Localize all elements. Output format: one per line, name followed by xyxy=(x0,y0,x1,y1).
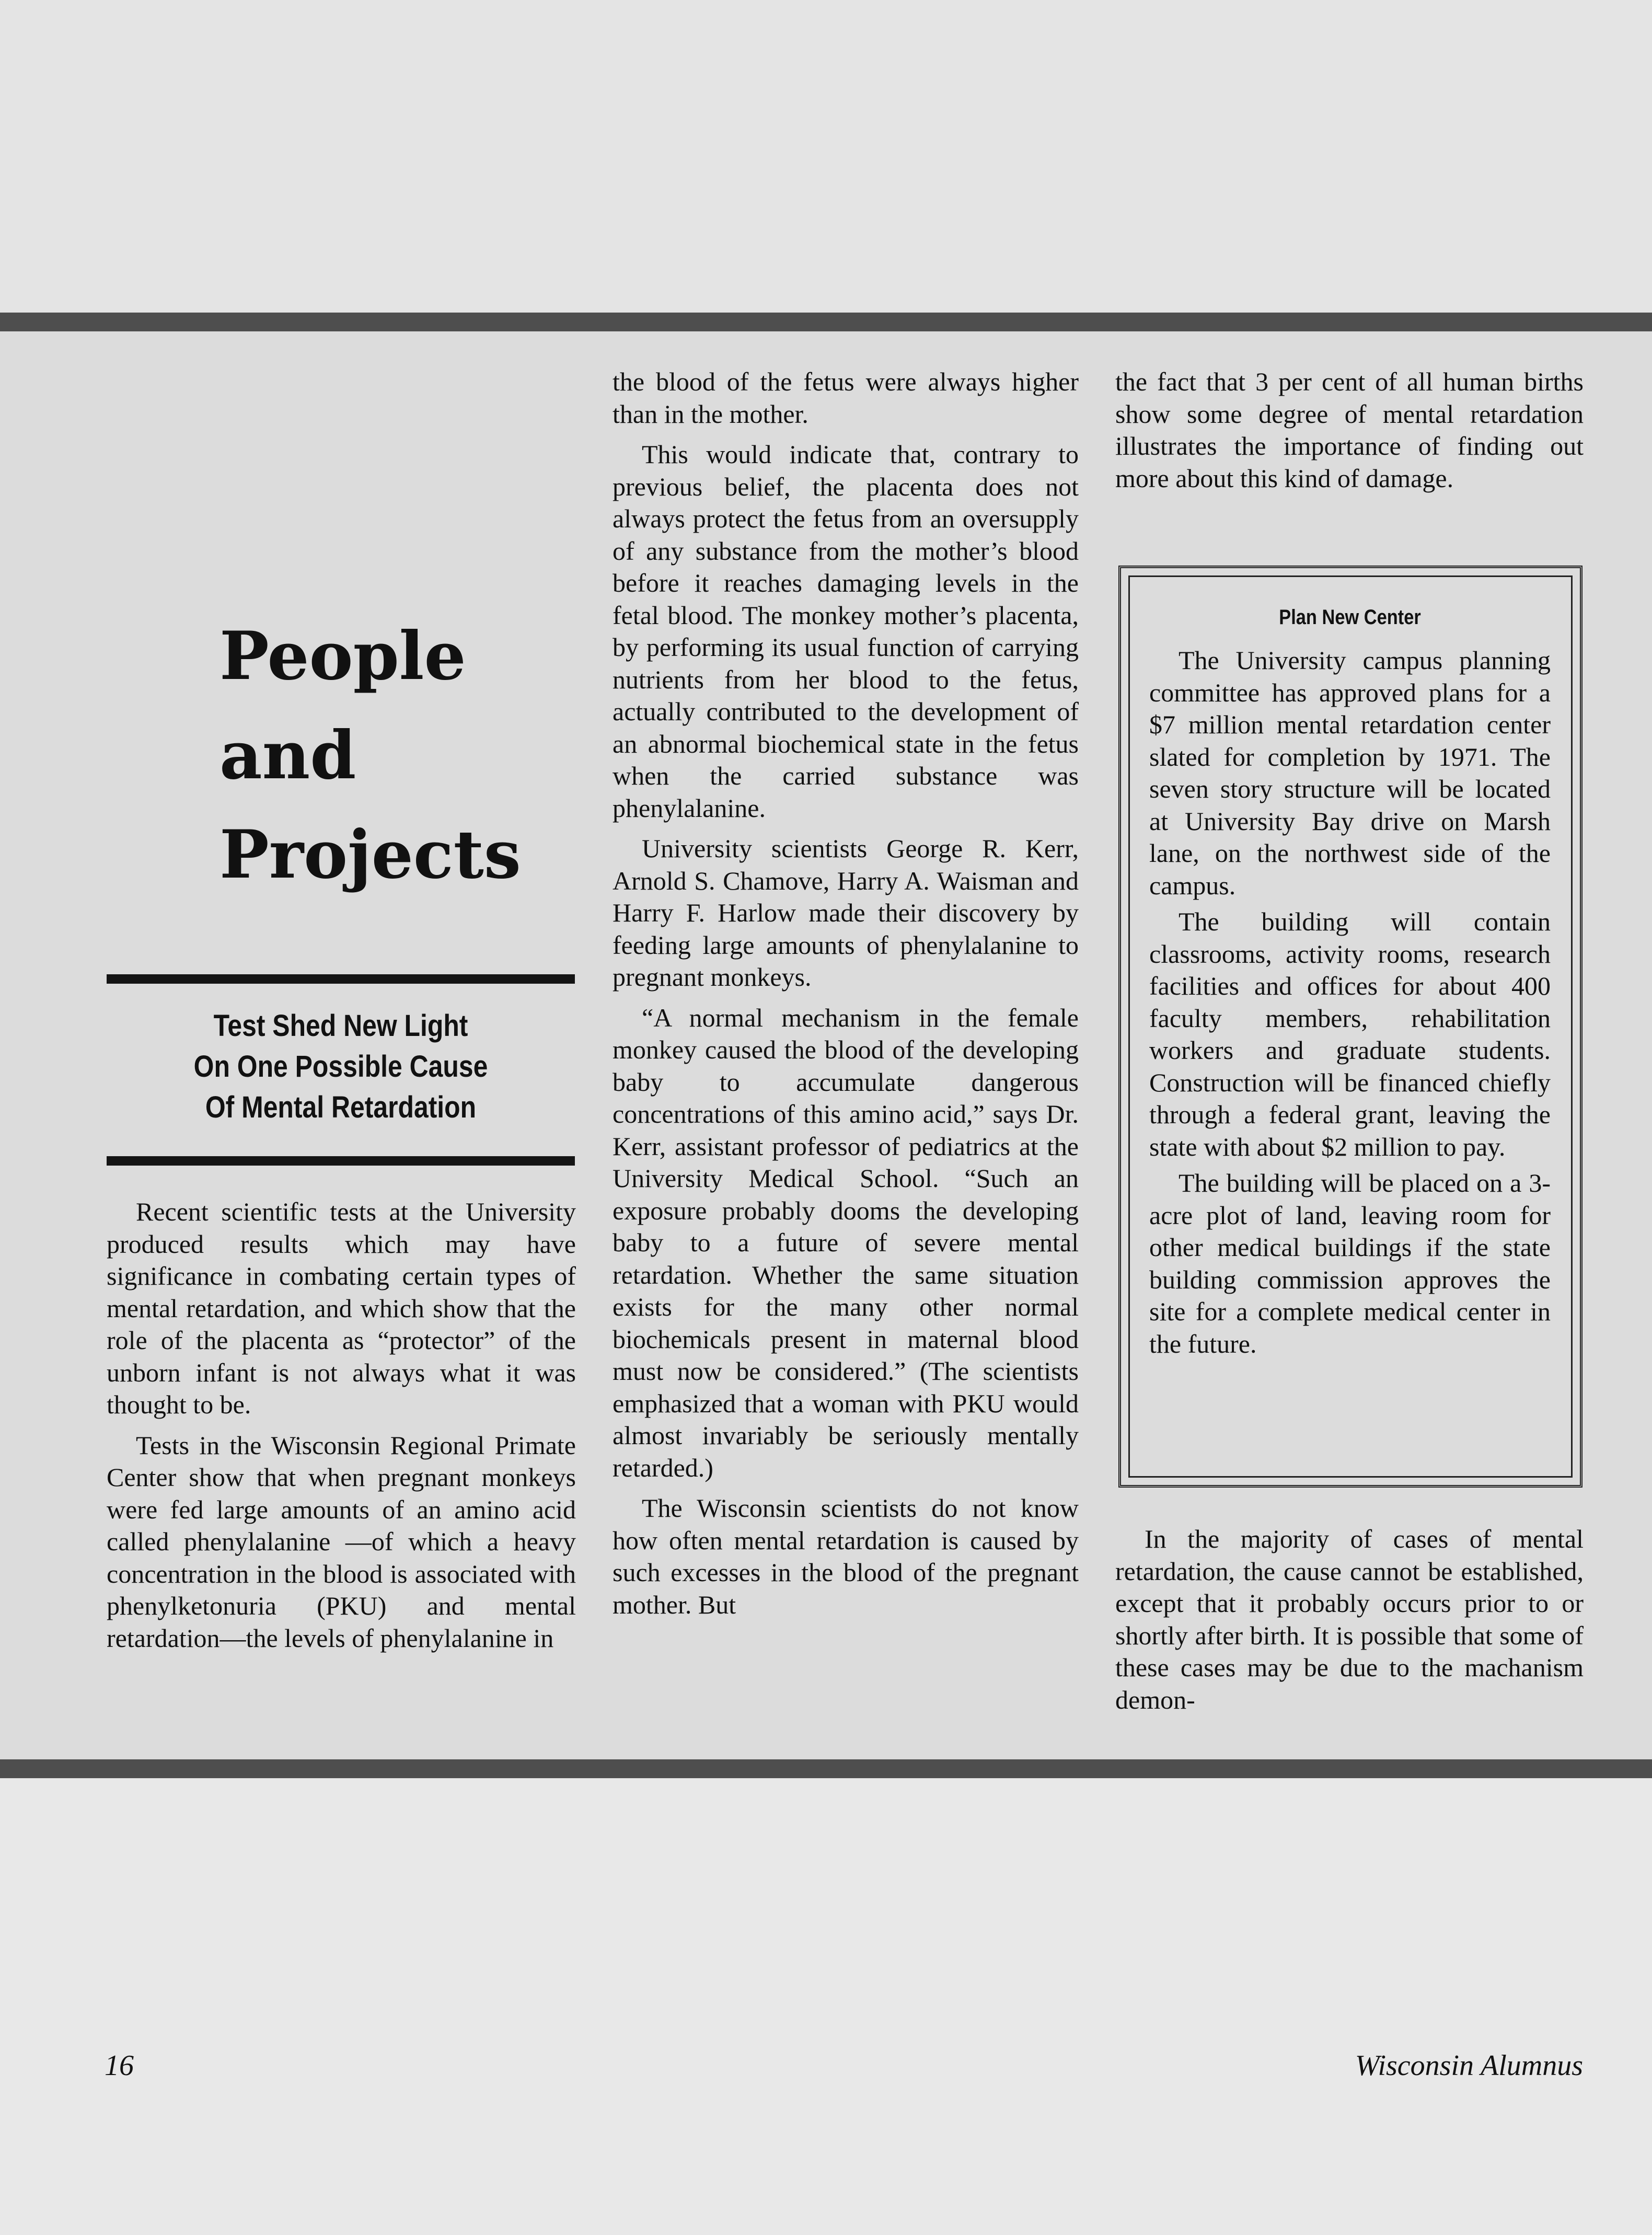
paragraph: Recent scientific tests at the University produced results which may have significance in combating certain types of mental retardation, and which show that the role of the placenta as “protector” of the unborn infant is not always what it was thought to be. xyxy=(107,1197,576,1419)
column-3-top xyxy=(1115,366,1584,494)
article-headline xyxy=(140,1006,542,1128)
paragraph: In the majority of cases of mental retardation, the cause cannot be established, except that it probably occurs prior to or shortly after birth. It is possible that some of these cases may be due to the machanism demon- xyxy=(1115,1524,1584,1714)
section-title xyxy=(220,606,521,904)
sidebar-paragraph: The University campus planning committee has approved plans for a $7 million mental retardation center slated for completion by 1971. The seven story structure will be located at University Bay drive on Marsh lane, on the northwest side of the campus. xyxy=(1149,646,1551,900)
headline-line: On One Possible Cause xyxy=(193,1050,488,1084)
bottom-rule xyxy=(0,1759,1652,1778)
headline-line: Of Mental Retardation xyxy=(205,1090,477,1124)
sidebar-paragraph: The building will be placed on a 3-acre plot of land, leaving room for other medical buildings if the state building commission approves the site for a complete medical center in the future. xyxy=(1149,1168,1551,1358)
paragraph: This would indicate that, contrary to previous belief, the placenta does not always protect the fetus from an oversupply of any substance from the mother’s blood before it reaches damaging levels in the fetal blood. The monkey mother’s placenta, by performing its usual function of carrying nutrients from her blood to the fetus, actually contributed to the development of an abnormal biochemical state in the fetus when the carried substance was phenylalanine. xyxy=(613,440,1079,823)
sidebar-content xyxy=(1149,602,1551,1360)
magazine-name: Wisconsin Alumnus xyxy=(1355,2049,1583,2082)
headline-rule-bottom xyxy=(107,1156,575,1166)
column-2 xyxy=(613,366,1079,1621)
section-title-line: and xyxy=(220,717,356,794)
headline-rule-top xyxy=(107,974,575,984)
top-rule xyxy=(0,313,1652,331)
section-title-line: People xyxy=(220,617,466,695)
paragraph: Tests in the Wisconsin Regional Primate Center show that when pregnant monkeys were fed large amounts of an amino acid called phenylalanine —of which a heavy concentration in the blood is associated with phenylketonuria (PKU) and mental retardation—the levels of phenylalanine in xyxy=(107,1430,576,1653)
sidebar-paragraph: The building will contain classrooms, activity rooms, research facilities and offices for about 400 faculty members, rehabilitation workers and graduate students. Construction will be financed chiefly through a federal grant, leaving the state with about $2 million to pay. xyxy=(1149,907,1551,1161)
paragraph: “A normal mechanism in the female monkey caused the blood of the developing baby to accumulate dangerous concentrations of this amino acid,” says Dr. Kerr, assistant professor of pediatrics at the University Medical School. “Such an exposure probably dooms the developing baby to a future of severe mental retardation. Whether the same situation exists for the many other normal biochemicals present in maternal blood must now be considered.” (The scientists emphasized that a woman with PKU would almost invariably be seriously mentally retarded.) xyxy=(613,1003,1079,1482)
paragraph: the blood of the fetus were always higher than in the mother. xyxy=(613,367,1079,429)
paragraph: University scientists George R. Kerr, Arnold S. Chamove, Harry A. Waisman and Harry F. Harlow made their discovery by feeding large amounts of phenylalanine to pregnant monkeys. xyxy=(613,834,1079,992)
sidebar-title: Plan New Center xyxy=(1279,606,1421,629)
column-1 xyxy=(107,1196,576,1654)
page-number: 16 xyxy=(105,2049,134,2082)
bottom-margin xyxy=(0,1778,1652,2235)
paragraph: The Wisconsin scientists do not know how often mental retardation is caused by such excesses in the blood of the pregnant mother. But xyxy=(613,1493,1079,1619)
sidebar-box xyxy=(1118,566,1582,1488)
headline-line: Test Shed New Light xyxy=(213,1009,468,1043)
paragraph: the fact that 3 per cent of all human births show some degree of mental retardation illustrates the importance of finding out more about this kind of damage. xyxy=(1115,367,1584,493)
top-margin xyxy=(0,0,1652,313)
column-3-bottom xyxy=(1115,1523,1584,1716)
section-title-line: Projects xyxy=(220,816,521,893)
